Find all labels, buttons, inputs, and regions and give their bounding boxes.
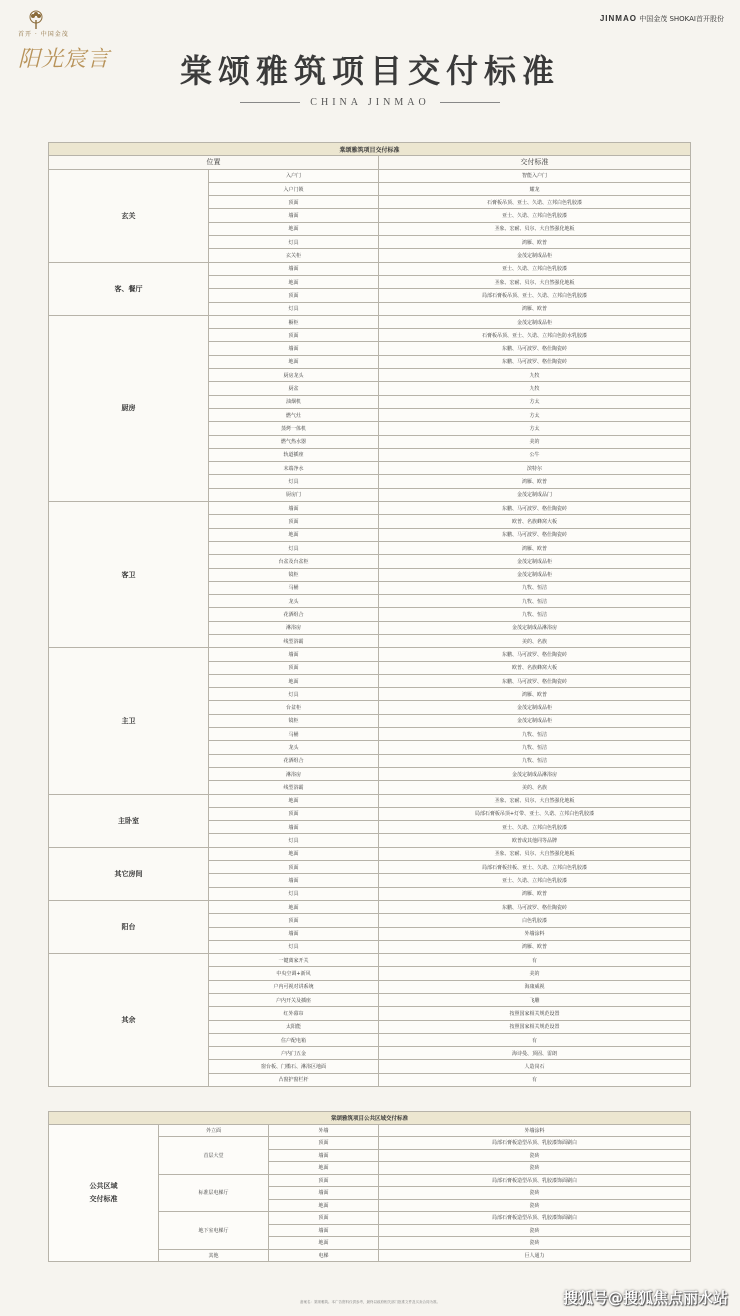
subtitle-row (0, 97, 740, 108)
item-name: 顶面 (209, 196, 379, 209)
group-name: 其他 (159, 1249, 269, 1262)
delivery-standard-table (48, 142, 691, 1087)
item-name: 厨房龙头 (209, 369, 379, 382)
item-standard: 圣象、宏耐、贝尔、大自然强化地板 (379, 847, 691, 860)
item-name: 顶面 (209, 914, 379, 927)
item-name: 墙面 (209, 927, 379, 940)
item-name: 地面 (209, 355, 379, 368)
item-standard: 滨特尔 (379, 462, 691, 475)
item-name: 灯具 (209, 940, 379, 953)
item-name: 外墙 (269, 1124, 379, 1137)
item-standard: 鸿雁、欧普 (379, 541, 691, 554)
item-name: 地面 (209, 900, 379, 913)
item-standard: 美的、名族 (379, 634, 691, 647)
item-standard: 东鹏、马可波罗、格仕陶瓷砖 (379, 528, 691, 541)
item-name: 户内可视对讲系统 (209, 980, 379, 993)
item-standard: 局部石膏板吊顶+灯带、亚士、久诺、立邦白色乳胶漆 (379, 807, 691, 820)
item-name: 淋浴房 (209, 621, 379, 634)
item-name: 户内开关及插座 (209, 994, 379, 1007)
item-name: 灯具 (209, 236, 379, 249)
item-standard: 欧普、名族蜂窝大板 (379, 515, 691, 528)
item-name: 地面 (209, 674, 379, 687)
room-name: 主卧室 (49, 794, 209, 847)
item-name: 墙面 (269, 1149, 379, 1162)
item-standard: 有 (379, 1033, 691, 1046)
item-name: 花洒组合 (209, 754, 379, 767)
shokai-brand: SHOKAI首开股份 (669, 15, 724, 23)
item-name: 顶面 (209, 289, 379, 302)
divider-right (440, 102, 500, 103)
item-standard: 东鹏、马可波罗、格仕陶瓷砖 (379, 342, 691, 355)
tree-logo-icon (28, 10, 44, 30)
area-label (49, 1124, 159, 1262)
item-name: 燃气热水器 (209, 435, 379, 448)
item-name: 灯具 (209, 302, 379, 315)
item-standard: 金茂定制成品柜 (379, 249, 691, 262)
item-name: 墙面 (209, 874, 379, 887)
footnote: 备案名：棠颂雅筑。本广告资料仅供参考，最终以政府相关部门批准文件及买卖合同为准。 (300, 1300, 440, 1304)
item-name: 红外幕帘 (209, 1007, 379, 1020)
item-standard: 美的、名族 (379, 781, 691, 794)
item-standard: 东鹏、马可波罗、格仕陶瓷砖 (379, 502, 691, 515)
item-name: 地面 (209, 847, 379, 860)
divider-left (240, 102, 300, 103)
item-name: 中央空调+新风 (209, 967, 379, 980)
item-standard: 公牛 (379, 448, 691, 461)
item-name: 墙面 (269, 1224, 379, 1237)
item-standard: 圣象、宏耐、贝尔、大自然强化地板 (379, 794, 691, 807)
item-standard: 海康威视 (379, 980, 691, 993)
item-standard: 方太 (379, 408, 691, 421)
item-standard: 飞雕 (379, 994, 691, 1007)
item-standard: 亚士、久诺、立邦白色乳胶漆 (379, 821, 691, 834)
item-standard: 九牧、恒洁 (379, 581, 691, 594)
item-name: 蒸烤一体机 (209, 422, 379, 435)
item-standard: 金茂定制成品柜 (379, 555, 691, 568)
item-standard: 九牧、恒洁 (379, 741, 691, 754)
group-name: 地下室电梯厅 (159, 1212, 269, 1250)
item-standard: 鸿雁、欧普 (379, 688, 691, 701)
item-standard: 瓷砖 (379, 1199, 691, 1212)
item-standard: 按照国家相关规范设置 (379, 1020, 691, 1033)
item-name: 地面 (269, 1237, 379, 1250)
item-standard: 瓷砖 (379, 1162, 691, 1175)
area-label-line1: 公共区域 (89, 1181, 118, 1190)
item-name: 墙面 (269, 1187, 379, 1200)
item-standard: 圣象、宏耐、贝尔、大自然强化地板 (379, 222, 691, 235)
table-row (49, 169, 691, 182)
item-name: 灯具 (209, 541, 379, 554)
table-row (49, 648, 691, 661)
item-name: 台盆及台盆柜 (209, 555, 379, 568)
item-standard: 美的 (379, 435, 691, 448)
item-name: 地面 (209, 794, 379, 807)
jinmao-cn: 中国金茂 (639, 15, 668, 23)
top-right-brands (600, 14, 724, 24)
item-standard: 有 (379, 954, 691, 967)
item-standard: 欧普、名族蜂窝大板 (379, 661, 691, 674)
item-name: 一键离家开关 (209, 954, 379, 967)
item-standard: 局部石膏板造型吊顶、乳胶漆饰面刷白 (379, 1212, 691, 1225)
table-row (49, 262, 691, 275)
item-standard: 亚士、久诺、立邦白色乳胶漆 (379, 262, 691, 275)
item-name: 入户门锁 (209, 182, 379, 195)
item-standard: 鸿雁、欧普 (379, 236, 691, 249)
table-row (49, 794, 691, 807)
item-name: 玄关柜 (209, 249, 379, 262)
item-standard: 圣象、宏耐、贝尔、大自然强化地板 (379, 275, 691, 288)
item-standard: 鸿雁、欧普 (379, 887, 691, 900)
item-name: 末端净水 (209, 462, 379, 475)
item-standard: 按照国家相关规范设置 (379, 1007, 691, 1020)
room-name: 厨房 (49, 315, 209, 501)
item-standard: 智能入户门 (379, 169, 691, 182)
item-name: 橱柜 (209, 315, 379, 328)
item-standard: 九牧、恒洁 (379, 728, 691, 741)
item-name: 墙面 (209, 262, 379, 275)
item-standard: 金茂定制成品柜 (379, 714, 691, 727)
item-standard: 欧普或其他同等品牌 (379, 834, 691, 847)
item-standard: 石膏板吊顶、亚士、久诺、立邦白色乳胶漆 (379, 196, 691, 209)
table-title: 棠颂雅筑项目公共区域交付标准 (49, 1112, 691, 1125)
item-name: 墙面 (209, 209, 379, 222)
brand-small: 首开 · 中国金茂 (18, 31, 69, 38)
item-standard: 外墙涂料 (379, 927, 691, 940)
room-name: 主卫 (49, 648, 209, 794)
item-name: 电梯 (269, 1249, 379, 1262)
jinmao-brand: JINMAO (599, 14, 637, 23)
item-name: 顶面 (269, 1212, 379, 1225)
item-standard: 石膏板吊顶、亚士、久诺、立邦白色防水乳胶漆 (379, 329, 691, 342)
item-name: 墙面 (209, 821, 379, 834)
item-standard: 九牧、恒洁 (379, 595, 691, 608)
item-name: 地面 (209, 275, 379, 288)
item-standard: 人造岗石 (379, 1060, 691, 1073)
item-name: 龙头 (209, 595, 379, 608)
item-standard: 金茂定制成品门 (379, 488, 691, 501)
item-standard: 金茂定制成品柜 (379, 315, 691, 328)
item-name: 凸窗护窗栏杆 (209, 1073, 379, 1086)
page-title: 棠颂雅筑项目交付标准 (179, 52, 560, 90)
item-name: 地面 (209, 222, 379, 235)
item-name: 龙头 (209, 741, 379, 754)
item-name: 顶面 (209, 661, 379, 674)
item-standard: 方太 (379, 395, 691, 408)
item-name: 地面 (269, 1199, 379, 1212)
item-name: 灯具 (209, 688, 379, 701)
item-standard: 耀龙 (379, 182, 691, 195)
item-name: 地面 (209, 528, 379, 541)
item-standard: 金茂定制成品淋浴房 (379, 621, 691, 634)
table-title: 棠颂雅筑项目交付标准 (49, 143, 691, 156)
item-name: 线型浴霸 (209, 634, 379, 647)
room-name: 阳台 (49, 900, 209, 953)
item-name: 镜柜 (209, 714, 379, 727)
item-name: 顶面 (269, 1137, 379, 1150)
item-name: 线型浴霸 (209, 781, 379, 794)
item-standard: 鸿雁、欧普 (379, 940, 691, 953)
room-name: 其余 (49, 954, 209, 1087)
group-name: 标准层电梯厅 (159, 1174, 269, 1212)
item-name: 窗台板、门槛石、淋浴区地面 (209, 1060, 379, 1073)
table-row (49, 847, 691, 860)
item-standard: 瓷砖 (379, 1187, 691, 1200)
item-standard: 巨人通力 (379, 1249, 691, 1262)
item-name: 太阳能 (209, 1020, 379, 1033)
item-name: 马桶 (209, 581, 379, 594)
room-name: 客卫 (49, 502, 209, 648)
group-name: 外立面 (159, 1124, 269, 1137)
item-standard: 瓷砖 (379, 1224, 691, 1237)
item-name: 顶面 (209, 807, 379, 820)
column-header-position: 位置 (49, 156, 379, 169)
item-name: 地面 (269, 1162, 379, 1175)
item-standard: 外墙涂料 (379, 1124, 691, 1137)
column-header-standard: 交付标准 (379, 156, 691, 169)
item-standard: 亚士、久诺、立邦白色乳胶漆 (379, 209, 691, 222)
watermark: 搜狐号@搜狐焦点丽水站 (562, 1289, 728, 1307)
item-standard: 亚士、久诺、立邦白色乳胶漆 (379, 874, 691, 887)
item-standard: 局部石膏板造型吊顶、乳胶漆饰面刷白 (379, 1174, 691, 1187)
item-standard: 瓷砖 (379, 1237, 691, 1250)
item-standard: 东鹏、马可波罗、格仕陶瓷砖 (379, 900, 691, 913)
item-name: 户内门五金 (209, 1047, 379, 1060)
item-standard: 局部石膏板造型吊顶、乳胶漆饰面刷白 (379, 1137, 691, 1150)
item-name: 墙面 (209, 648, 379, 661)
item-standard: 鸿雁、欧普 (379, 302, 691, 315)
item-standard: 鸿雁、欧普 (379, 475, 691, 488)
item-name: 顶面 (209, 515, 379, 528)
public-area-standard-table (48, 1111, 691, 1262)
item-name: 镜柜 (209, 568, 379, 581)
item-name: 花洒组合 (209, 608, 379, 621)
item-name: 墙面 (209, 502, 379, 515)
item-name: 马桶 (209, 728, 379, 741)
item-standard: 有 (379, 1073, 691, 1086)
room-name: 其它房间 (49, 847, 209, 900)
item-name: 灯具 (209, 834, 379, 847)
item-standard: 瓷砖 (379, 1149, 691, 1162)
item-name: 油烟机 (209, 395, 379, 408)
item-standard: 九牧 (379, 369, 691, 382)
item-name: 顶面 (269, 1174, 379, 1187)
item-name: 顶面 (209, 329, 379, 342)
item-standard: 方太 (379, 422, 691, 435)
item-standard: 东鹏、马可波罗、格仕陶瓷砖 (379, 648, 691, 661)
room-name: 客、餐厅 (49, 262, 209, 315)
table-title-row (49, 1112, 691, 1125)
item-name: 台盆柜 (209, 701, 379, 714)
item-name: 灯具 (209, 887, 379, 900)
item-name: 顶面 (209, 861, 379, 874)
item-name: 淋浴房 (209, 767, 379, 780)
subtitle: CHINA JINMAO (310, 97, 430, 108)
item-standard: 东鹏、马可波罗、格仕陶瓷砖 (379, 355, 691, 368)
table-row (49, 315, 691, 328)
item-name: 灯具 (209, 475, 379, 488)
table-row (49, 1124, 691, 1137)
item-standard: 美的 (379, 967, 691, 980)
item-standard: 九牧 (379, 382, 691, 395)
item-name: 住户配电箱 (209, 1033, 379, 1046)
item-standard: 金茂定制成品柜 (379, 568, 691, 581)
item-standard: 金茂定制成品柜 (379, 701, 691, 714)
column-header-row (49, 156, 691, 169)
table-row (49, 900, 691, 913)
item-standard: 九牧、恒洁 (379, 608, 691, 621)
item-name: 厨房门 (209, 488, 379, 501)
item-standard: 局部石膏板挂板、亚士、久诺、立邦白色乳胶漆 (379, 861, 691, 874)
item-standard: 九牧、恒洁 (379, 754, 691, 767)
table-row (49, 502, 691, 515)
table-row (49, 954, 691, 967)
item-name: 厨盆 (209, 382, 379, 395)
area-label-line2: 交付标准 (89, 1194, 118, 1203)
item-standard: 白色乳胶漆 (379, 914, 691, 927)
group-name: 首层大堂 (159, 1137, 269, 1175)
item-name: 轨道插座 (209, 448, 379, 461)
item-name: 燃气灶 (209, 408, 379, 421)
item-standard: 金茂定制成品淋浴房 (379, 767, 691, 780)
room-name: 玄关 (49, 169, 209, 262)
item-standard: 东鹏、马可波罗、格仕陶瓷砖 (379, 674, 691, 687)
project-logo-name: 阳光宸言 (18, 47, 111, 72)
item-standard: 局部石膏板吊顶、亚士、久诺、立邦白色乳胶漆 (379, 289, 691, 302)
table-title-row (49, 143, 691, 156)
item-name: 入户门 (209, 169, 379, 182)
item-standard: 海诗曼、顶固、雷朗 (379, 1047, 691, 1060)
item-name: 墙面 (209, 342, 379, 355)
